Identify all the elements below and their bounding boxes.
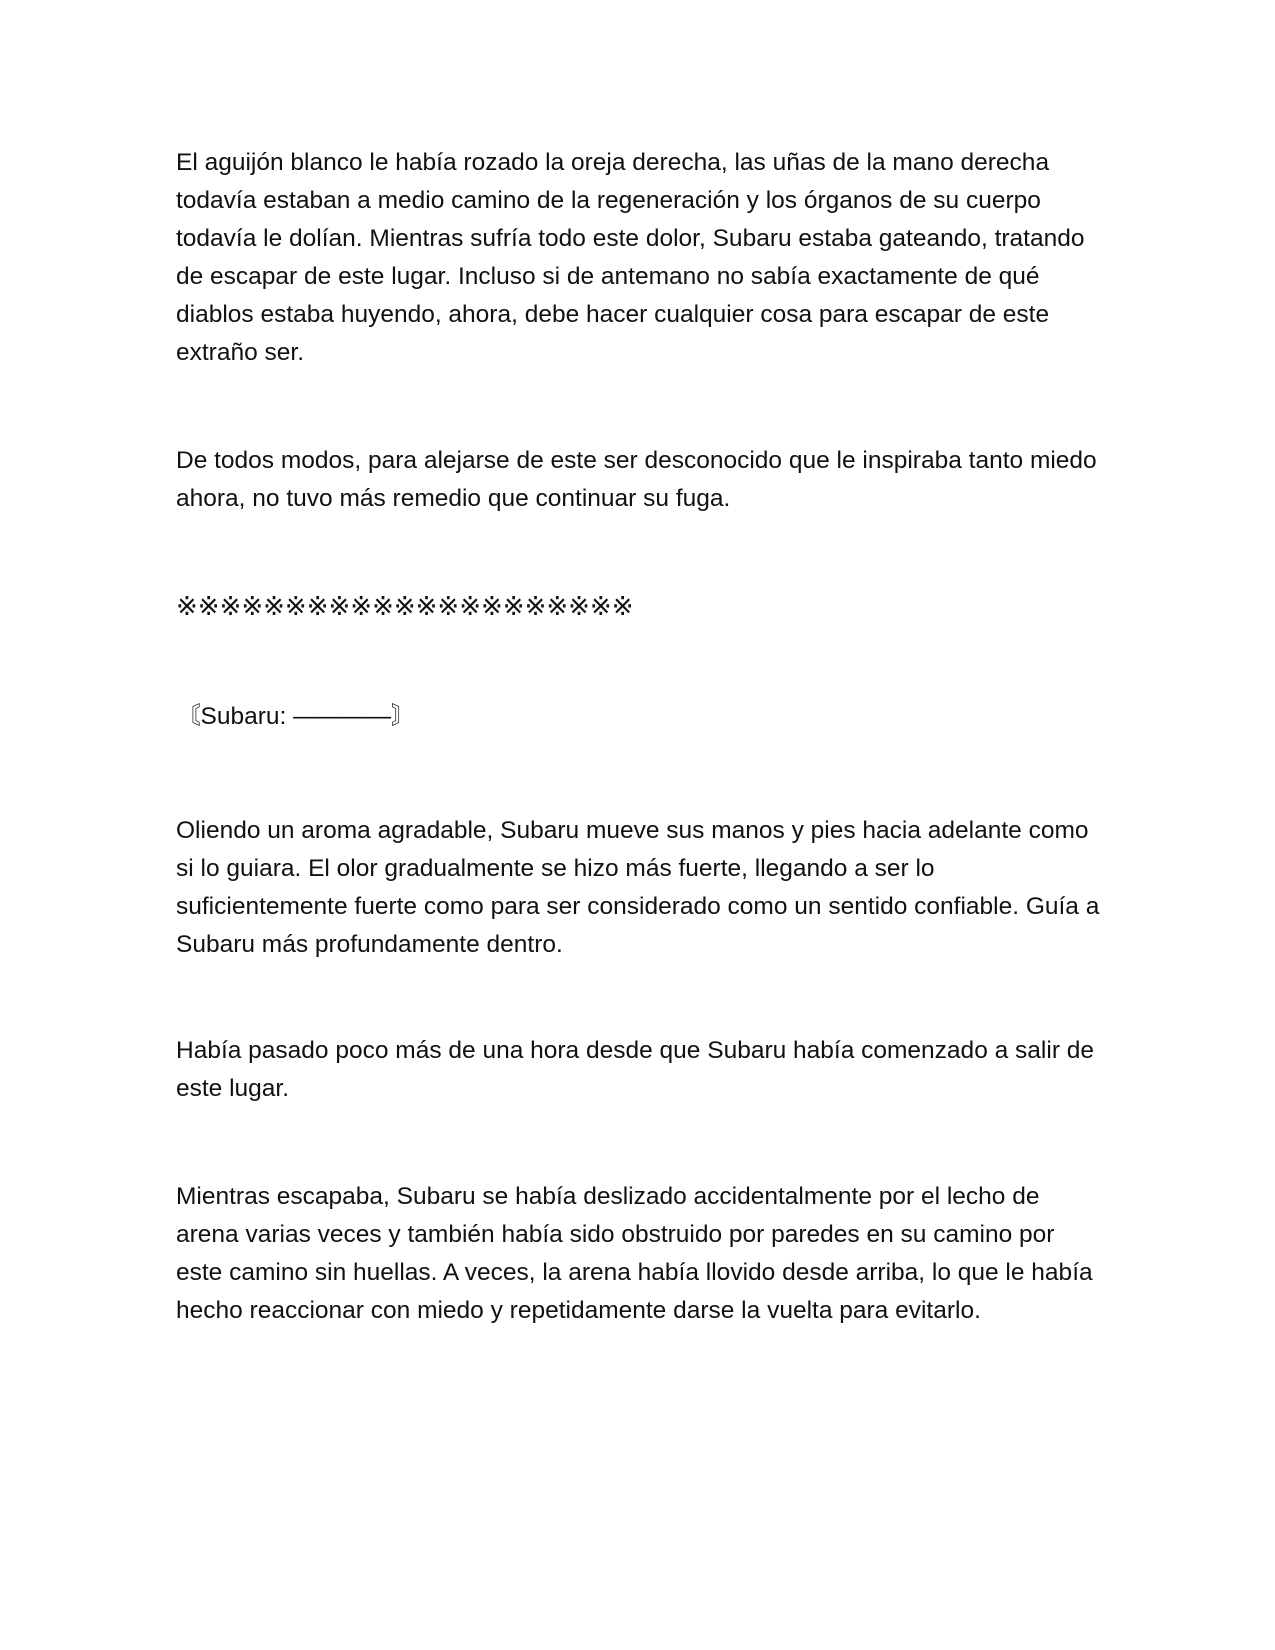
paragraph-5: Mientras escapaba, Subaru se había deslizado accidentalmente por el lecho de arena varias veces y también había sido obstruido por paredes en su camino por este camino sin huellas. A veces, la arena había llovido desde arriba, lo que le había hecho reaccionar con miedo y repetidamente darse la vuelta para evitarlo. <box>176 1183 1093 1324</box>
paragraph-2: De todos modos, para alejarse de este ser desconocido que le inspiraba tanto miedo ahora, no tuvo más remedio que continuar su fuga. <box>176 447 1097 512</box>
paragraph-3: Oliendo un aroma agradable, Subaru mueve sus manos y pies hacia adelante como si lo guiara. El olor gradualmente se hizo más fuerte, llegando a ser lo suficientemente fuerte como para ser considerado como un sentido confiable. Guía a Subaru más profundamente dentro. <box>176 817 1100 958</box>
dialogue-line: 〘Subaru: ————〙 <box>176 703 416 730</box>
section-separator: ※※※※※※※※※※※※※※※※※※※※※ <box>176 592 634 622</box>
paragraph-1: El aguijón blanco le había rozado la oreja derecha, las uñas de la mano derecha todavía estaban a medio camino de la regeneración y los órganos de su cuerpo todavía le dolían. Mientras sufría todo este dolor, Subaru estaba gateando, tratando de escapar de este lugar. Incluso si de antemano no sabía exactamente de qué diablos estaba huyendo, ahora, debe hacer cualquier cosa para escapar de este extraño ser. <box>176 149 1085 366</box>
paragraph-4: Había pasado poco más de una hora desde que Subaru había comenzado a salir de este lugar. <box>176 1037 1095 1102</box>
